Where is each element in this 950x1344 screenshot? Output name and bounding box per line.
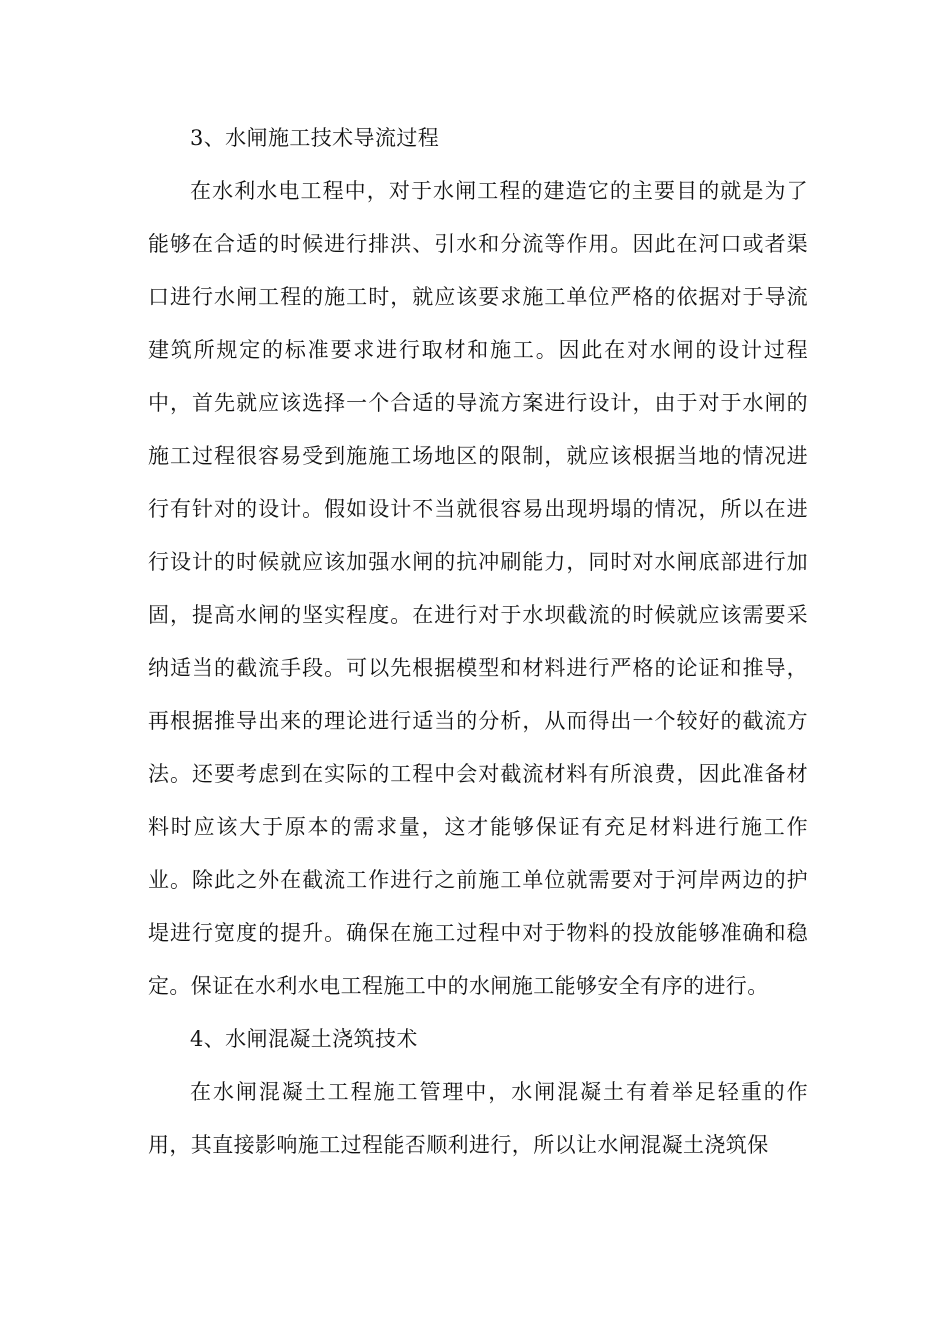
- document-body: [148, 112, 808, 1172]
- section-paragraph-4: 在水闸混凝土工程施工管理中，水闸混凝土有着举足轻重的作用，其直接影响施工过程能否顺利进行，所以让水闸混凝土浇筑保: [148, 1080, 808, 1157]
- section-heading-3: 3、水闸施工技术导流过程: [190, 126, 440, 150]
- section-paragraph-3: 在水利水电工程中，对于水闸工程的建造它的主要目的就是为了能够在合适的时候进行排洪、引水和分流等作用。因此在河口或者渠口进行水闸工程的施工时，就应该要求施工单位严格的依据对于导流建筑所规定的标准要求进行取材和施工。因此在对水闸的设计过程中，首先就应该选择一个合适的导流方案进行设计，由于对于水闸的施工过程很容易受到施施工场地区的限制，就应该根据当地的情况进行有针对的设计。假如设计不当就很容易出现坍塌的情况，所以在进行设计的时候就应该加强水闸的抗冲刷能力，同时对水闸底部进行加固，提高水闸的坚实程度。在进行对于水坝截流的时候就应该需要采纳适当的截流手段。可以先根据模型和材料进行严格的论证和推导，再根据推导出来的理论进行适当的分析，从而得出一个较好的截流方法。还要考虑到在实际的工程中会对截流材料有所浪费，因此准备材料时应该大于原本的需求量，这才能够保证有充足材料进行施工作业。除此之外在截流工作进行之前施工单位就需要对于河岸两边的护堤进行宽度的提升。确保在施工过程中对于物料的投放能够准确和稳定。保证在水利水电工程施工中的水闸施工能够安全有序的进行。: [148, 179, 808, 998]
- section-heading-4: 4、水闸混凝土浇筑技术: [190, 1027, 418, 1051]
